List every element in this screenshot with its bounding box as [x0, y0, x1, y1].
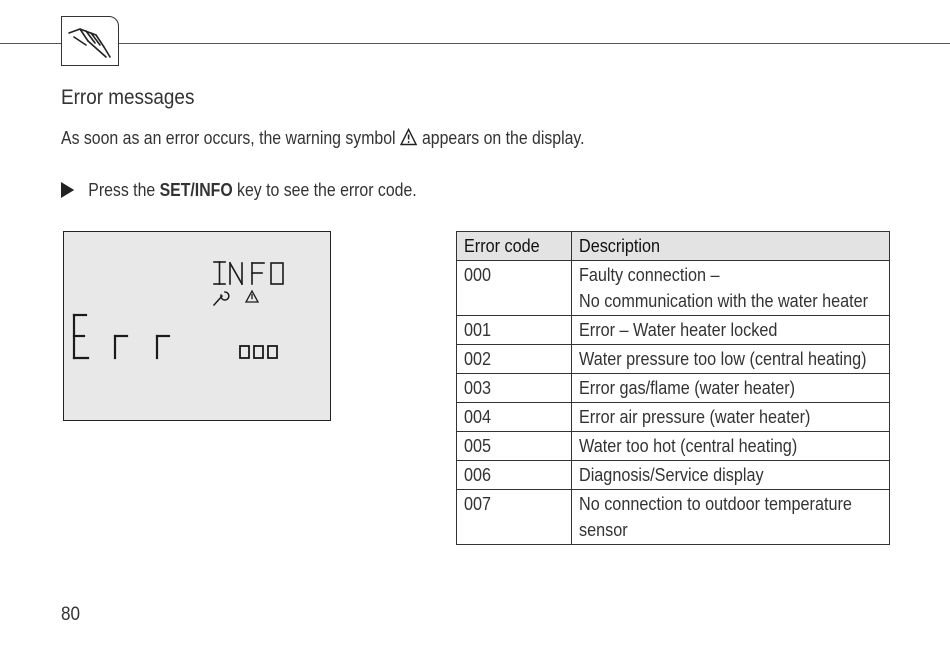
lcd-info-text — [214, 262, 283, 284]
error-code-cell: 007 — [457, 490, 572, 545]
error-description-cell: Error gas/flame (water heater) — [572, 374, 890, 403]
error-description-cell: No connection to outdoor temperature sensor — [572, 490, 890, 545]
set-info-key-label: SET/INFO — [159, 180, 233, 200]
step-text-after: key to see the error code. — [232, 180, 417, 200]
error-code-cell: 000 — [457, 261, 572, 316]
table-row — [457, 461, 890, 490]
triangle-bullet-icon — [61, 182, 74, 198]
pointing-hand-icon — [61, 16, 119, 66]
table-header-row — [457, 232, 890, 261]
lcd-warning-icon — [246, 291, 258, 302]
error-description-cell: Water pressure too low (central heating) — [572, 345, 890, 374]
page-number: 80 — [61, 604, 81, 625]
table-row — [457, 261, 890, 316]
header-rule — [0, 43, 950, 44]
warning-icon — [400, 128, 418, 151]
table-row — [457, 432, 890, 461]
error-description-cell: Water too hot (central heating) — [572, 432, 890, 461]
table-row — [457, 316, 890, 345]
error-description-cell: Error – Water heater locked — [572, 316, 890, 345]
lcd-display — [63, 231, 331, 421]
table-row — [457, 403, 890, 432]
wrench-icon — [214, 292, 229, 305]
error-code-cell: 003 — [457, 374, 572, 403]
error-code-cell: 004 — [457, 403, 572, 432]
lcd-err-text — [74, 315, 169, 358]
error-code-cell: 006 — [457, 461, 572, 490]
error-description-cell: Error air pressure (water heater) — [572, 403, 890, 432]
error-code-cell: 001 — [457, 316, 572, 345]
table-row — [457, 374, 890, 403]
intro-text-after: appears on the display. — [417, 128, 585, 148]
error-code-table — [456, 231, 890, 545]
table-row — [457, 345, 890, 374]
table-row — [457, 490, 890, 545]
error-description-cell: Faulty connection – No communication with the water heater — [572, 261, 890, 316]
error-code-cell: 005 — [457, 432, 572, 461]
error-code-cell: 002 — [457, 345, 572, 374]
instruction-step — [61, 180, 417, 201]
column-header-description: Description — [572, 232, 890, 261]
page-title: Error messages — [61, 86, 195, 109]
step-text-before: Press the — [88, 180, 160, 200]
intro-paragraph — [61, 128, 585, 151]
column-header-code: Error code — [457, 232, 572, 261]
lcd-code-text — [240, 346, 277, 358]
intro-text-before: As soon as an error occurs, the warning symbol — [61, 128, 400, 148]
error-description-cell: Diagnosis/Service display — [572, 461, 890, 490]
